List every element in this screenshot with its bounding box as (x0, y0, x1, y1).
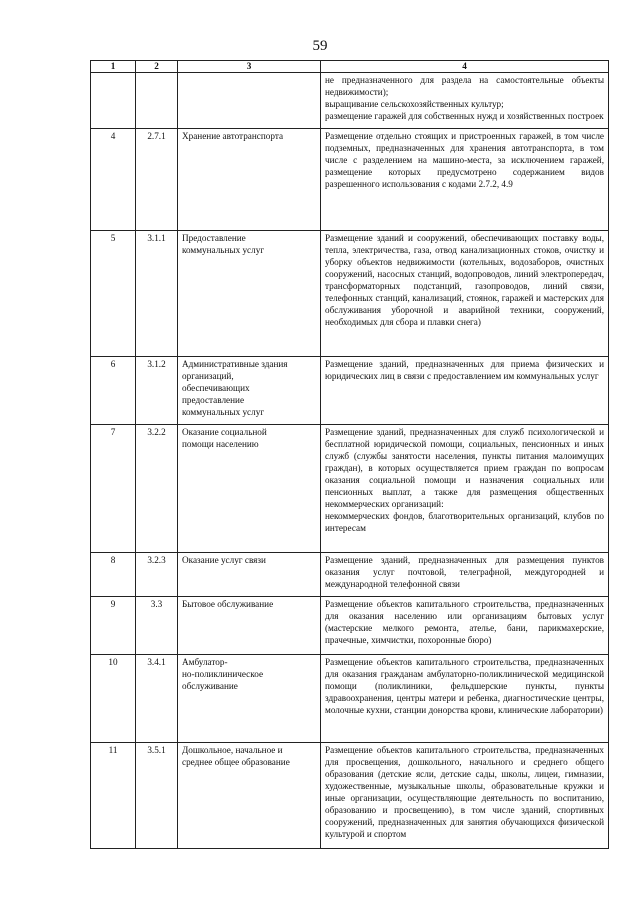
use-name-line: Дошкольное, начальное и (182, 745, 283, 755)
use-code: 3.3 (136, 597, 178, 655)
use-name-cell (178, 231, 321, 357)
use-name-line: коммунальных услуг (182, 245, 265, 255)
use-code (136, 73, 178, 129)
use-description-paragraph: выращивание сельскохозяйственных культур; (325, 99, 504, 109)
use-description-paragraph: некоммерческих фондов, благотворительных организаций, клубов по интересам (325, 511, 604, 533)
use-name-line: Хранение автотранспорта (182, 131, 284, 141)
row-number (91, 73, 136, 129)
table-row (91, 357, 609, 425)
use-description-cell (321, 357, 609, 425)
use-description-paragraph: Размещение зданий, предназначенных для служб психологической и бесплатной юридической помощи, социальных, пенсионных и иных служб (службы занятости населения, пункты питания малоимущих граждан), в которых осуществляется прием граждан по вопросам оказания социальной помощи и назначения социальных или пенсионных выплат, а также для размещения общественных некоммерческих организаций: (325, 427, 604, 509)
use-name-cell (178, 357, 321, 425)
use-code: 2.7.1 (136, 129, 178, 231)
use-description-paragraph: Размещение зданий, предназначенных для размещения пунктов оказания услуг почтовой, телеграфной, междугородней и международной телефонной связи (325, 555, 604, 589)
column-header: 1 (91, 61, 136, 73)
use-code: 3.2.3 (136, 553, 178, 597)
use-description-paragraph: Размещение отдельно стоящих и пристроенных гаражей, в том числе подземных, предназначенных для хранения автотранспорта, в том числе с разделением на машино-места, за исключением гаражей, размещение которых предусмотрено содержанием видов разрешенного использования с кодами 2.7.2, 4.9 (325, 131, 604, 189)
use-description-paragraph: Размещение зданий, предназначенных для приема физических и юридических лиц в связи с предоставлением им коммунальных услуг (325, 359, 604, 381)
column-header: 3 (178, 61, 321, 73)
table-header-row (91, 61, 609, 73)
use-name-line: но-поликлиническое (182, 669, 264, 679)
table-row (91, 73, 609, 129)
use-name-line: Амбулатор- (182, 657, 228, 667)
row-number: 5 (91, 231, 136, 357)
row-number: 9 (91, 597, 136, 655)
use-name-cell (178, 553, 321, 597)
use-description-paragraph: не предназначенного для раздела на самостоятельные объекты недвижимости); (325, 75, 604, 97)
use-description-cell (321, 425, 609, 553)
use-name-line: среднее общее образование (182, 757, 290, 767)
row-number: 6 (91, 357, 136, 425)
use-code: 3.5.1 (136, 743, 178, 849)
use-description-paragraph: Размещение объектов капитального строительства, предназначенных для оказания гражданам амбулаторно-поликлинической медицинской помощи (поликлиники, фельдшерские пункты, пункты здравоохранения, центры матери и ребенка, диагностические центры, молочные кухни, станции донорства крови, клинические лаборатории) (325, 657, 604, 715)
row-number: 8 (91, 553, 136, 597)
use-name-line: обеспечивающих (182, 383, 250, 393)
use-name-line: Оказание услуг связи (182, 555, 266, 565)
row-number: 11 (91, 743, 136, 849)
use-name-line: коммунальных услуг (182, 407, 265, 417)
use-name-cell (178, 425, 321, 553)
use-name-cell (178, 743, 321, 849)
use-code: 3.4.1 (136, 655, 178, 743)
use-name-line: обслуживание (182, 681, 238, 691)
row-number: 4 (91, 129, 136, 231)
use-description-paragraph: Размещение объектов капитального строительства, предназначенных для просвещения, дошкольного, начального и среднего общего образования (детские ясли, детские сады, школы, лицеи, гимназии, художественные, музыкальные школы, образовательные кружки и иные организации, осуществляющие деятельность по воспитанию, образованию и просвещению), в том числе зданий, спортивных сооружений, предназначенных для занятия обучающихся физической культурой и спортом (325, 745, 604, 839)
column-header: 2 (136, 61, 178, 73)
use-name-line: предоставление (182, 395, 245, 405)
use-description-cell (321, 655, 609, 743)
use-description-paragraph: Размещение зданий и сооружений, обеспечивающих поставку воды, тепла, электричества, газа, отвод канализационных стоков, очистку и уборку объектов недвижимости (котельных, водозаборов, очистных сооружений, насосных станций, водопроводов, линий электропередач, трансформаторных подстанций, газопроводов, линий связи, телефонных станций, канализаций, стоянок, гаражей и мастерских для обслуживания уборочной и аварийной техники, сооружений, необходимых для сбора и плавки снега) (325, 233, 604, 327)
use-description-cell (321, 743, 609, 849)
use-description-paragraph: размещение гаражей для собственных нужд и хозяйственных построек (325, 111, 604, 121)
use-name-cell (178, 129, 321, 231)
table-row (91, 597, 609, 655)
page-number: 59 (312, 38, 328, 54)
table-body (91, 73, 609, 849)
use-name-cell (178, 597, 321, 655)
use-description-cell (321, 231, 609, 357)
use-description-cell (321, 129, 609, 231)
use-name-line: Бытовое обслуживание (182, 599, 274, 609)
use-name-line: организаций, (182, 371, 234, 381)
use-name-line: Предоставление (182, 233, 246, 243)
use-name-cell (178, 655, 321, 743)
table-row (91, 231, 609, 357)
table-row (91, 129, 609, 231)
row-number: 7 (91, 425, 136, 553)
row-number: 10 (91, 655, 136, 743)
use-description-paragraph: Размещение объектов капитального строительства, предназначенных для оказания населению или организациям бытовых услуг (мастерские мелкого ремонта, ателье, бани, парикмахерские, прачечные, химчистки, похоронные бюро) (325, 599, 604, 645)
land-use-table (90, 60, 609, 849)
table-row (91, 655, 609, 743)
use-name-line: Административные здания (182, 359, 288, 369)
table-row (91, 553, 609, 597)
column-header: 4 (321, 61, 609, 73)
use-description-cell (321, 553, 609, 597)
use-description-cell (321, 73, 609, 129)
table-row (91, 425, 609, 553)
table-row (91, 743, 609, 849)
use-name-line: Оказание социальной (182, 427, 267, 437)
use-code: 3.1.2 (136, 357, 178, 425)
use-code: 3.1.1 (136, 231, 178, 357)
use-name-cell (178, 73, 321, 129)
use-code: 3.2.2 (136, 425, 178, 553)
use-name-line: помощи населению (182, 439, 259, 449)
use-description-cell (321, 597, 609, 655)
